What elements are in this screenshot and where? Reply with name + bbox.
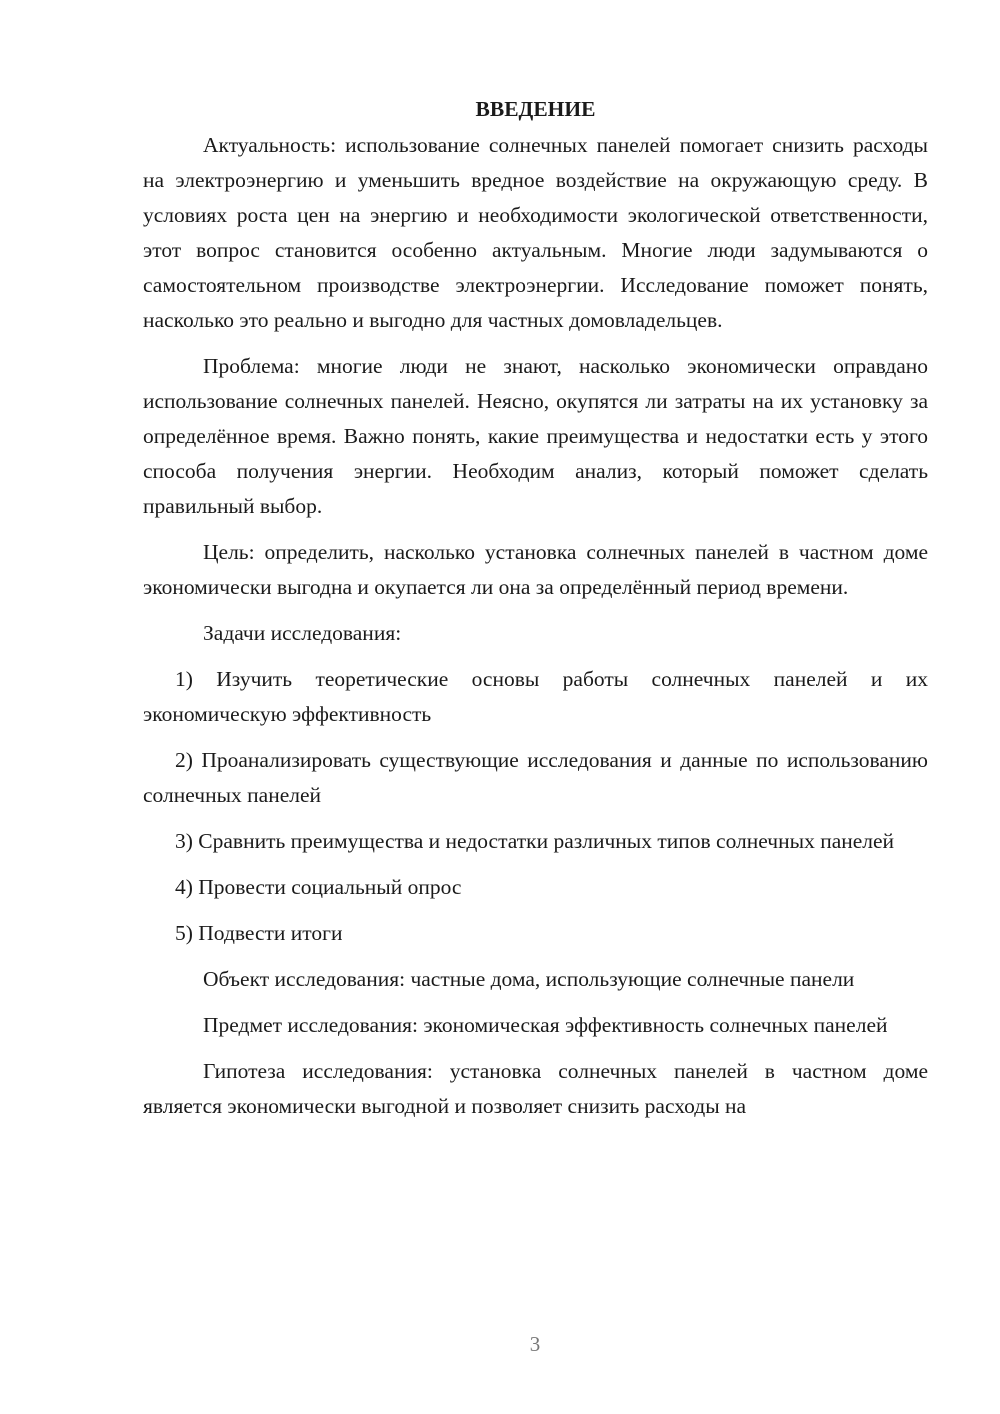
task-item-4: 4) Провести социальный опрос xyxy=(175,875,462,899)
document-page xyxy=(143,92,928,1135)
page-number: 3 xyxy=(529,1332,541,1356)
hypothesis-paragraph: Гипотеза исследования: установка солнечных панелей в частном доме является экономически выгодной и позволяет снизить расходы на xyxy=(143,1059,928,1118)
problem-paragraph: Проблема: многие люди не знают, насколько экономически оправдано использование солнечных панелей. Неясно, окупятся ли затраты на их установку за определённое время. Важно понять, какие преимущества и недостатки есть у этого способа получения энергии. Необходим анализ, который поможет сделать правильный выбор. xyxy=(143,354,928,518)
task-item-1: 1) Изучить теоретические основы работы солнечных панелей и их экономическую эффективность xyxy=(143,667,928,726)
page-title: ВВЕДЕНИЕ xyxy=(475,97,596,121)
task-item-2: 2) Проанализировать существующие исследования и данные по использованию солнечных панелей xyxy=(143,748,928,807)
relevance-paragraph: Актуальность: использование солнечных панелей помогает снизить расходы на электроэнергию и уменьшить вредное воздействие на окружающую среду. В условиях роста цен на энергию и необходимости экологической ответственности, этот вопрос становится особенно актуальным. Многие люди задумываются о самостоятельном производстве электроэнергии. Исследование поможет понять, насколько это реально и выгодно для частных домовладельцев. xyxy=(143,133,928,332)
tasks-heading: Задачи исследования: xyxy=(203,621,402,645)
object-paragraph: Объект исследования: частные дома, использующие солнечные панели xyxy=(203,967,855,991)
goal-paragraph: Цель: определить, насколько установка солнечных панелей в частном доме экономически выгодна и окупается ли она за определённый период времени. xyxy=(143,540,928,599)
task-item-5: 5) Подвести итоги xyxy=(175,921,343,945)
subject-paragraph: Предмет исследования: экономическая эффективность солнечных панелей xyxy=(203,1013,888,1037)
task-item-3: 3) Сравнить преимущества и недостатки различных типов солнечных панелей xyxy=(175,829,895,853)
